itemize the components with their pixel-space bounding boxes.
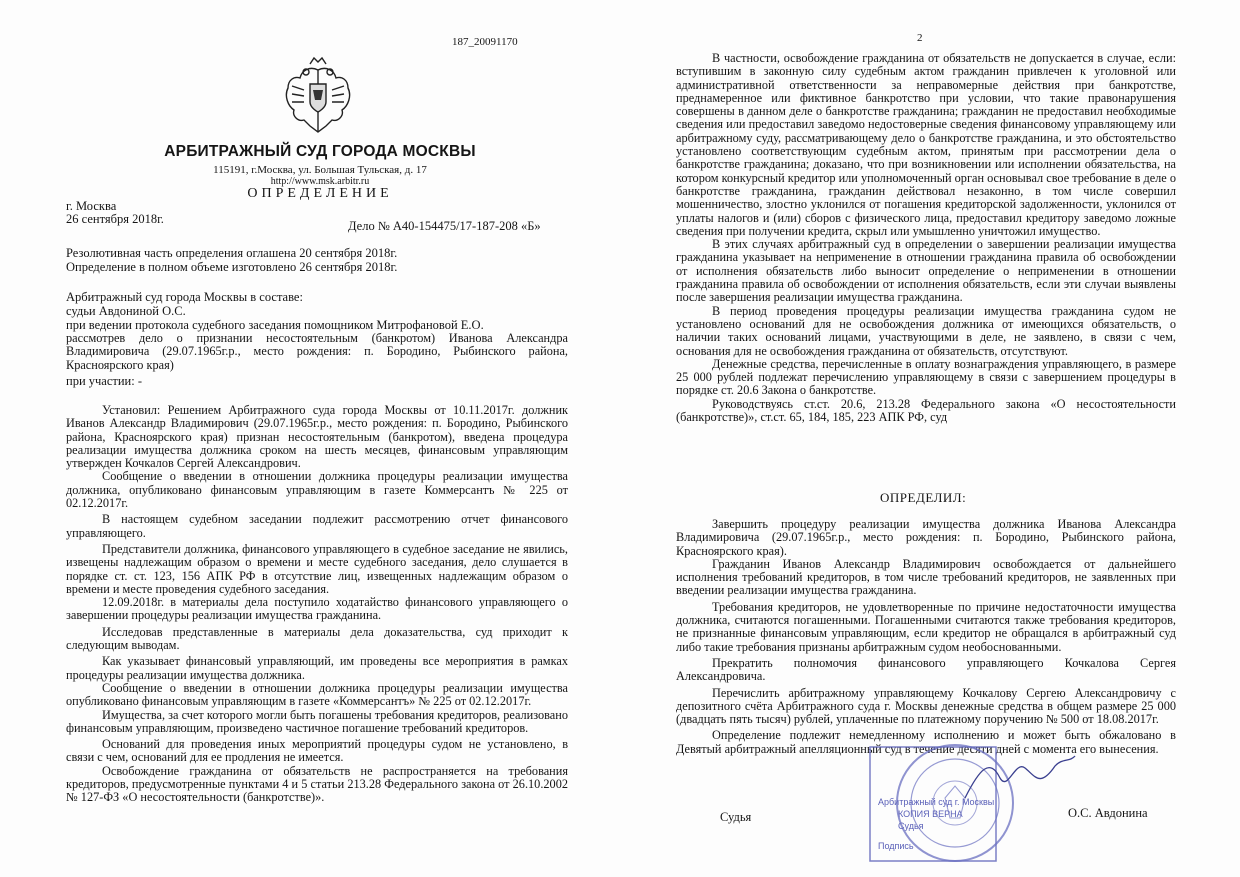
signature-label: Судья: [720, 810, 752, 824]
case-number: Дело № А40-154475/17-187-208 «Б»: [348, 219, 541, 233]
right-page: [620, 0, 1240, 877]
decision-paragraph: Прекратить полномочия финансового управляющего Кочкалова Сергея Александровича.: [676, 655, 1176, 684]
decision-paragraph: Определение подлежит немедленному исполнению и может быть обжаловано в Девятый арбитражный апелляционный суд в течение десяти дней с момента его вынесения.: [676, 728, 1176, 756]
city: г. Москва: [66, 199, 117, 213]
page-number: 2: [917, 32, 923, 44]
body-paragraph: Исследовав представленные в материалы дела доказательства, суд приходит к следующим выводам.: [66, 624, 568, 653]
body-paragraph: В частности, освобождение гражданина от обязательств не допускается в случае, если: вступившим в законную силу судебным актом гражданин привлечен к уголовной или административной ответственности за неправомерные действия при банкротстве, преднамеренное или фиктивное банкротство при условии, что такие правонарушения совершены в данном деле о банкротстве гражданина; гражданин не предоставил необходимые сведения или предоставил заведомо недостоверные сведения финансовому управляющему или арбитражному суду, рассматривающему дело о банкротстве гражданина, и это обстоятельство установлено соответствующим судебным актом, принятым при рассмотрении дела о банкротстве гражданина; доказано, что при возникновении или исполнении обязательства, на котором конкурсный кредитор или уполномоченный орган основывал свое требование в деле о банкротстве гражданина, гражданин действовал незаконно, в том числе совершил мошенничество, злостно уклонился от погашения кредиторской задолженности, уклонился от уплаты налогов и (или) сборов с физического лица, предоставил кредитору заведомо ложные сведения при получении кредита, скрыл или умышленно уничтожил имущество.: [676, 51, 1176, 238]
stamp-line: КОПИЯ ВЕРНА: [898, 809, 963, 819]
body-paragraph: Руководствуясь ст.ст. 20.6, 213.28 Федерального закона «О несостоятельности (банкротстве)», ст.ст. 65, 184, 185, 223 АПК РФ, суд: [676, 396, 1176, 425]
reasoning-text: [676, 52, 1176, 424]
participation-line: при участии: -: [66, 374, 142, 388]
body-paragraph: Установил: Решением Арбитражного суда города Москвы от 10.11.2017г. должник Иванов Александр Владимирович (29.07.1965г.р., место рождения: п. Бородино, Рыбинского района, Красноярского края) признан несостоятельным (банкротом), введена процедура реализации имущества должника сроком на шесть месяцев, финансовым управляющим утвержден Кочкалов Сергей Александрович.: [66, 403, 568, 471]
body-paragraph: Освобождение гражданина от обязательств не распространяется на требования кредиторов, предусмотренные пунктами 4 и 5 статьи 213.28 Федерального закона от 26.10.2002 № 127-ФЗ «О несостоятельности (банкротстве)».: [66, 763, 568, 805]
secretary-line: при ведении протокола судебного заседания помощником Митрофановой Е.О.: [66, 318, 484, 332]
document-date: 26 сентября 2018г.: [66, 212, 164, 226]
considered-paragraph: рассмотрев дело о признании несостоятельным (банкротом) Иванова Александра Владимировича (29.07.1965г.р., место рождения: п. Бородино, Рыбинского района, Красноярского края): [66, 331, 568, 372]
body-paragraph: Денежные средства, перечисленные в оплату вознаграждения управляющего, в размере 25 000 рублей подлежат перечислению управляющему в связи с завершением процедуры в порядке ст. 20.6 Закона о банкротстве.: [676, 356, 1176, 398]
body-paragraph: В период проведения процедуры реализации имущества гражданина судом не установлено оснований для не освобождения должника от имеющихся обязательств, о наличии таких оснований лицами, участвующими в деле, не заявлено, в связи с чем, основания для не освобождения гражданина от обязательств, отсутствуют.: [676, 303, 1176, 358]
body-paragraph: Оснований для проведения иных мероприятий процедуры судом не установлено, в связи с чем, оснований для ее продления не имеется.: [66, 737, 568, 765]
body-paragraph: 12.09.2018г. в материалы дела поступило ходатайство финансового управляющего о завершении процедуры реализации имущества гражданина.: [66, 595, 568, 623]
document-heading: ОПРЕДЕЛЕНИЕ: [247, 186, 393, 201]
full-text-made: Определение в полном объеме изготовлено 26 сентября 2018г.: [66, 260, 398, 274]
body-paragraph: Сообщение о введении в отношении должника процедуры реализации имущества опубликовано финансовым управляющим в газете «Коммерсантъ» № 225 от 02.12.2017г.: [66, 680, 568, 709]
body-paragraph: Как указывает финансовый управляющий, им проведены все мероприятия в рамках процедуры реализации имущества должника.: [66, 654, 568, 682]
decision-paragraph: Перечислить арбитражному управляющему Кочкалову Сергею Александровичу с депозитного счёта Арбитражного суда г. Москвы денежные средства в общем размере 25 000 (двадцать пять тысяч) рублей, уплаченные по платежному поручению № 500 от 18.08.2017г.: [676, 685, 1176, 727]
stamp-line: Подпись: [878, 841, 914, 851]
judge-name: О.С. Авдонина: [1068, 806, 1148, 820]
court-title: АРБИТРАЖНЫЙ СУД ГОРОДА МОСКВЫ: [164, 143, 476, 160]
decision-paragraph: Требования кредиторов, не удовлетворенные по причине недостаточности имущества должника, считаются погашенными. Погашенными считаются также требования кредиторов, не признанные финансовым управляющим, если кредитор не обращался в арбитражный суд либо такие требования признаны арбитражным судом необоснованными.: [676, 599, 1176, 654]
judge-line: судьи Авдониной О.С.: [66, 304, 186, 318]
body-paragraph: Имущества, за счет которого могли быть погашены требования кредиторов, реализовано финансовым управляющим, произведено частичное погашение требований кредиторов.: [66, 707, 568, 735]
decision-heading: ОПРЕДЕЛИЛ:: [880, 490, 967, 505]
decision-paragraph: Гражданин Иванов Александр Владимирович освобождается от дальнейшего исполнения требований кредиторов, в том числе требований кредиторов, не заявленных при введении реализации имущества гражданина.: [676, 556, 1176, 598]
body-paragraph: Сообщение о введении в отношении должника процедуры реализации имущества должника, опубликовано финансовым управляющим в газете Коммерсантъ № 225 от 02.12.2017г.: [66, 469, 568, 511]
decision-paragraph: Завершить процедуру реализации имущества должника Иванова Александра Владимировича (29.07.1965г.р., место рождения: п. Бородино, Рыбинского района, Красноярского края).: [676, 517, 1176, 558]
body-paragraph: Представители должника, финансового управляющего в судебное заседание не явились, извещены надлежащим образом о времени и месте судебного заседания, дело слушается в порядке ст. ст. 123, 156 АПК РФ в отсутствие лиц, извещенных надлежащим образом о времени и месте проведения судебного заседания.: [66, 541, 568, 596]
body-paragraph: В настоящем судебном заседании подлежит рассмотрению отчет финансового управляющего.: [66, 512, 568, 540]
resolution-announced: Резолютивная часть определения оглашена 20 сентября 2018г.: [66, 246, 398, 260]
court-address: 115191, г.Москва, ул. Большая Тульская, д. 17: [213, 164, 427, 176]
court-composition: Арбитражный суд города Москвы в составе:: [66, 290, 303, 304]
stamp-line: Судья: [898, 821, 924, 831]
coat-of-arms-emblem: [280, 56, 356, 136]
findings-text: [66, 404, 568, 805]
stamp-line: Арбитражный суд г. Москвы: [878, 797, 995, 807]
signature-scribble: [960, 748, 1080, 808]
court-website: http://www.msk.arbitr.ru: [270, 176, 370, 187]
decision-text: [676, 518, 1176, 756]
document-id: 187_20091170: [452, 36, 518, 48]
body-paragraph: В этих случаях арбитражный суд в определении о завершении реализации имущества гражданина указывает на неприменение в отношении гражданина правила об освобождении от исполнения обязательств либо выносит определение о неприменении в отношении гражданина правила об освобождении от исполнения обязательств, если эти случаи выявлены после завершения реализации имущества гражданина.: [676, 237, 1176, 305]
